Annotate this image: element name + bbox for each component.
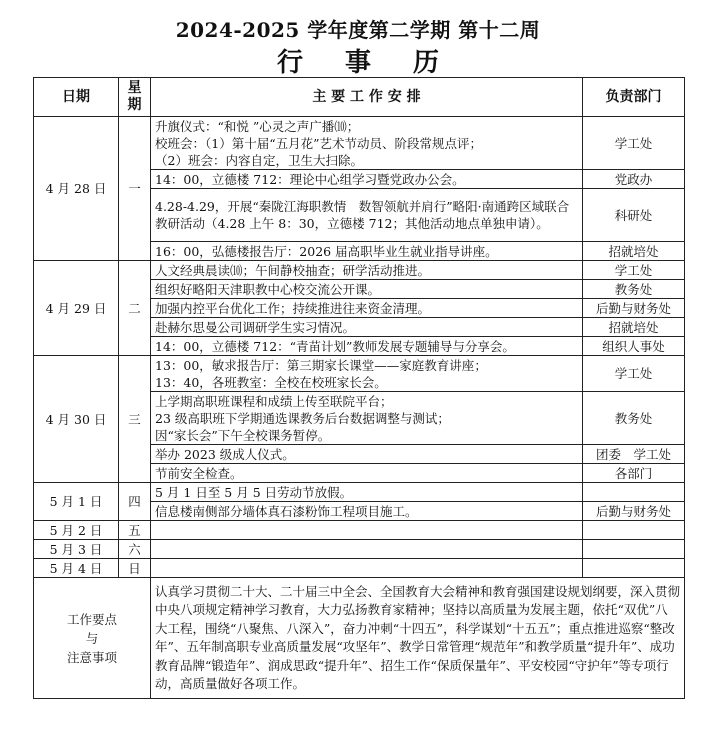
dept-cell: 学工处 xyxy=(583,261,685,280)
task-cell: 节前安全检查。 xyxy=(151,464,583,483)
date-cell: 5 月 4 日 xyxy=(34,559,119,578)
page-subtitle: 行事历 xyxy=(276,48,481,78)
table-row xyxy=(34,117,685,170)
task-cell: 14：00，立德楼 712：理论中心组学习暨党政办公会。 xyxy=(151,170,583,189)
date-cell: 5 月 3 日 xyxy=(34,540,119,559)
weekday-cell: 五 xyxy=(119,521,151,540)
dept-cell: 学工处 xyxy=(583,356,685,392)
table-row xyxy=(34,356,685,392)
date-cell: 5 月 1 日 xyxy=(34,483,119,521)
dept-cell xyxy=(583,483,685,502)
weekday-cell: 日 xyxy=(119,559,151,578)
dept-cell: 科研处 xyxy=(583,189,685,242)
task-cell: 14：00，立德楼 712：“青苗计划”教师发展专题辅导与分享会。 xyxy=(151,337,583,356)
notes-text: 认真学习贯彻二十大、二十届三中全会、全国教育大会精神和教育强国建设规划纲要，深入贯彻中央八项规定精神学习教育，大力弘扬教育家精神；坚持以高质量为发展主题，依托“双优”八大工程，围绕“八聚焦、八深入”，奋力冲刺“十四五”，科学谋划“十五五”；重点推进巡察“整改年”、五年制高职专业高质量发展“攻坚年”、教学日常管理“规范年”和教学质量“提升年”、成功教育品牌“锻造年”、润成思政“提升年”、招生工作“保质保量年”、平安校园“守护年”等专项行动，高质量做好各项工作。 xyxy=(151,578,685,699)
dept-cell: 组织人事处 xyxy=(583,337,685,356)
dept-cell xyxy=(583,521,685,540)
table-row xyxy=(34,483,685,502)
dept-cell: 教务处 xyxy=(583,280,685,299)
header-dept: 负责部门 xyxy=(583,78,685,117)
dept-cell: 教务处 xyxy=(583,392,685,445)
task-cell: 5 月 1 日至 5 月 5 日劳动节放假。 xyxy=(151,483,583,502)
dept-cell: 招就培处 xyxy=(583,318,685,337)
dept-cell xyxy=(583,559,685,578)
dept-cell: 招就培处 xyxy=(583,242,685,261)
task-cell: 升旗仪式：“和悦 ”心灵之声广播⑽； 校班会：（1）第十届“五月花”艺术节动员、阶段常规点评； （2）班会：内容自定，卫生大扫除。 xyxy=(151,117,583,170)
notes-row xyxy=(34,578,685,699)
date-cell: 5 月 2 日 xyxy=(34,521,119,540)
schedule-table xyxy=(33,77,685,699)
header-date: 日期 xyxy=(34,78,119,117)
task-cell: 举办 2023 级成人仪式。 xyxy=(151,445,583,464)
date-cell: 4 月 29 日 xyxy=(34,261,119,356)
header-work: 主 要 工 作 安 排 xyxy=(151,78,583,117)
task-cell xyxy=(151,540,583,559)
weekday-cell: 三 xyxy=(119,356,151,483)
header-weekday xyxy=(119,78,151,117)
table-row xyxy=(34,540,685,559)
task-cell: 13：00，敏求报告厅：第三期家长课堂——家庭教育讲座； 13：40，各班教室：全校在校班家长会。 xyxy=(151,356,583,392)
notes-label xyxy=(34,578,151,699)
dept-cell: 党政办 xyxy=(583,170,685,189)
task-cell: 16：00，弘德楼报告厅：2026 届高职毕业生就业指导讲座。 xyxy=(151,242,583,261)
page-title: 2024-2025 学年度第二学期 第十二周 xyxy=(175,18,541,42)
dept-cell: 学工处 xyxy=(583,117,685,170)
date-cell: 4 月 30 日 xyxy=(34,356,119,483)
dept-cell: 团委 学工处 xyxy=(583,445,685,464)
weekday-cell: 二 xyxy=(119,261,151,356)
weekday-cell: 一 xyxy=(119,117,151,261)
task-cell: 赴赫尔思曼公司调研学生实习情况。 xyxy=(151,318,583,337)
notes-label-line: 注意事项 xyxy=(66,649,117,665)
task-cell: 组织好略阳天津职教中心校交流公开课。 xyxy=(151,280,583,299)
task-cell xyxy=(151,521,583,540)
date-cell: 4 月 28 日 xyxy=(34,117,119,261)
table-row xyxy=(34,261,685,280)
notes-label-line: 与 xyxy=(85,630,99,646)
table-header-row xyxy=(34,78,685,117)
dept-cell: 各部门 xyxy=(583,464,685,483)
task-cell: 加强内控平台优化工作；持续推进往来资金清理。 xyxy=(151,299,583,318)
task-cell: 人文经典晨读⑽；午间静校抽查；研学活动推进。 xyxy=(151,261,583,280)
notes-label-line: 工作要点 xyxy=(66,611,117,627)
table-row xyxy=(34,559,685,578)
header-weekday-text: 星期 xyxy=(127,80,142,113)
task-cell xyxy=(151,559,583,578)
dept-cell: 后勤与财务处 xyxy=(583,502,685,521)
weekday-cell: 四 xyxy=(119,483,151,521)
task-cell: 4.28-4.29，开展“秦陇江海职教情 数智领航并肩行”略阳·南通跨区域联合教研活动（4.28 上午 8：30，立德楼 712；其他活动地点单独申请）。 xyxy=(151,189,583,242)
dept-cell xyxy=(583,540,685,559)
table-row xyxy=(34,521,685,540)
dept-cell: 后勤与财务处 xyxy=(583,299,685,318)
weekday-cell: 六 xyxy=(119,540,151,559)
task-cell: 信息楼南侧部分墙体真石漆粉饰工程项目施工。 xyxy=(151,502,583,521)
task-cell: 上学期高职班课程和成绩上传至联院平台； 23 级高职班下学期通选课教务后台数据调整与测试； 因“家长会”下午全校课务暂停。 xyxy=(151,392,583,445)
